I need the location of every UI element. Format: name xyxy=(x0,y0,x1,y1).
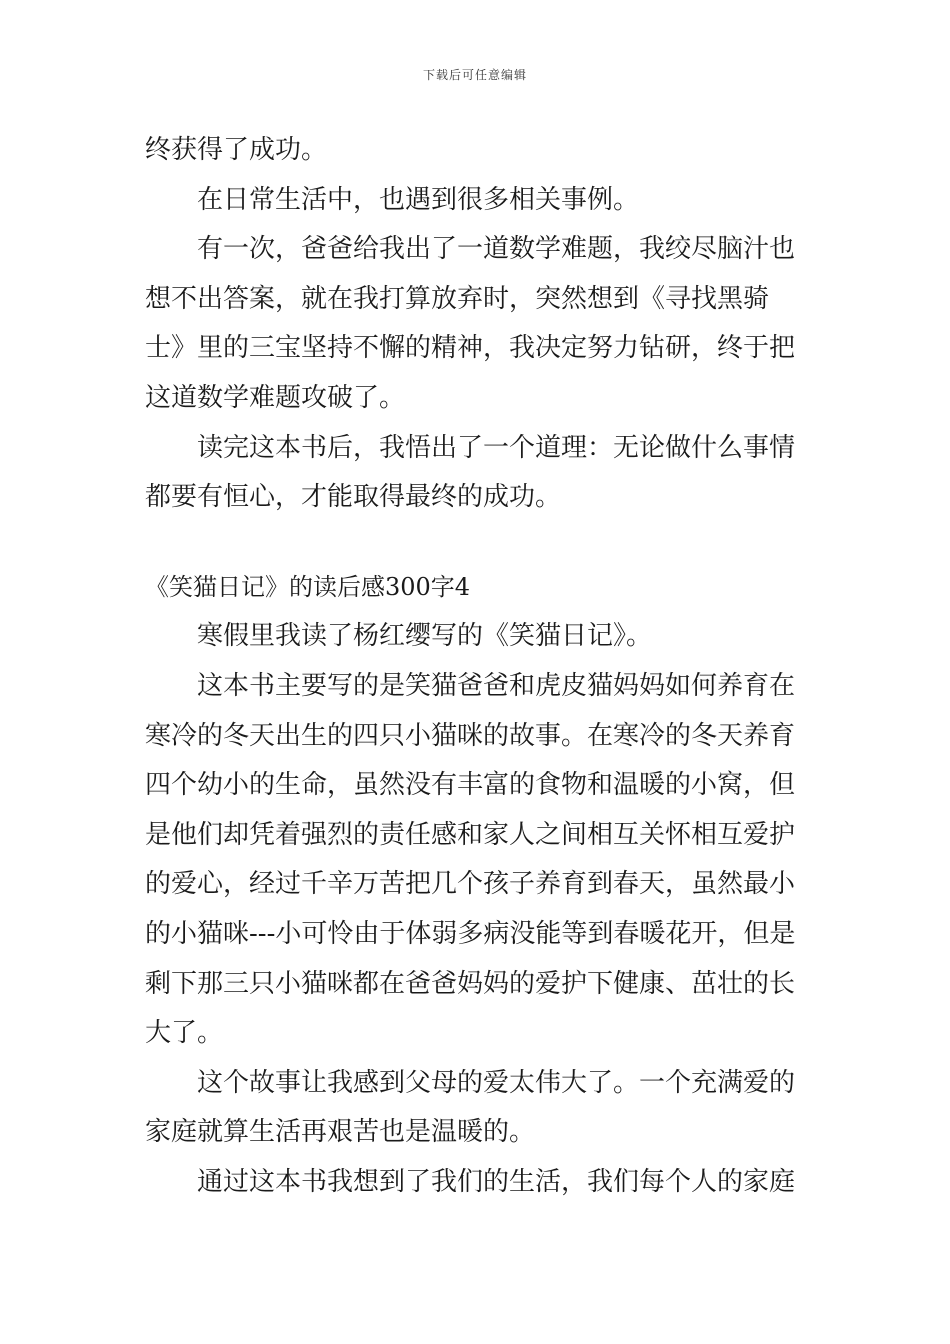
text-line: 读完这本书后，我悟出了一个道理：无论做什么事情 xyxy=(197,432,796,463)
text-line: 都要有恒心，才能取得最终的成功。 xyxy=(145,482,562,513)
section-spacer xyxy=(145,523,810,563)
text-line: 这本书主要写的是笑猫爸爸和虎皮猫妈妈如何养育在 xyxy=(197,670,796,701)
document-body xyxy=(145,126,810,1207)
text-line: 终获得了成功。 xyxy=(145,135,328,165)
text-line: 士》里的三宝坚持不懈的精神，我决定努力钻研，终于把 xyxy=(145,333,796,364)
text-line: 家庭就算生活再艰苦也是温暖的。 xyxy=(145,1117,536,1148)
text-line: 通过这本书我想到了我们的生活，我们每个人的家庭 xyxy=(197,1166,796,1197)
text-line: 寒假里我读了杨红缨写的《笑猫日记》。 xyxy=(197,621,653,652)
text-line: 这道数学难题攻破了。 xyxy=(145,382,406,413)
text-line: 是他们却凭着强烈的责任感和家人之间相互关怀相互爱护 xyxy=(145,819,796,850)
text-line: 想不出答案，就在我打算放弃时，突然想到《寻找黑骑 xyxy=(145,283,770,314)
text-line: 的爱心，经过千辛万苦把几个孩子养育到春天，虽然最小 xyxy=(145,869,796,900)
page-header: 下载后可任意编辑 xyxy=(422,68,527,82)
text-line: 在日常生活中，也遇到很多相关事例。 xyxy=(197,184,640,215)
text-line: 的小猫咪---小可怜由于体弱多病没能等到春暖花开，但是 xyxy=(145,918,796,949)
text-line: 这个故事让我感到父母的爱太伟大了。一个充满爱的 xyxy=(197,1067,796,1098)
text-line: 剩下那三只小猫咪都在爸爸妈妈的爱护下健康、茁壮的长 xyxy=(145,968,796,999)
text-line: 寒冷的冬天出生的四只小猫咪的故事。在寒冷的冬天养育 xyxy=(145,720,796,751)
section-title: 《笑猫日记》的读后感300字4 xyxy=(145,572,471,601)
text-line: 大了。 xyxy=(145,1018,224,1049)
text-line: 四个幼小的生命，虽然没有丰富的食物和温暖的小窝，但 xyxy=(145,770,796,801)
text-line: 有一次，爸爸给我出了一道数学难题，我绞尽脑汁也 xyxy=(197,234,796,265)
